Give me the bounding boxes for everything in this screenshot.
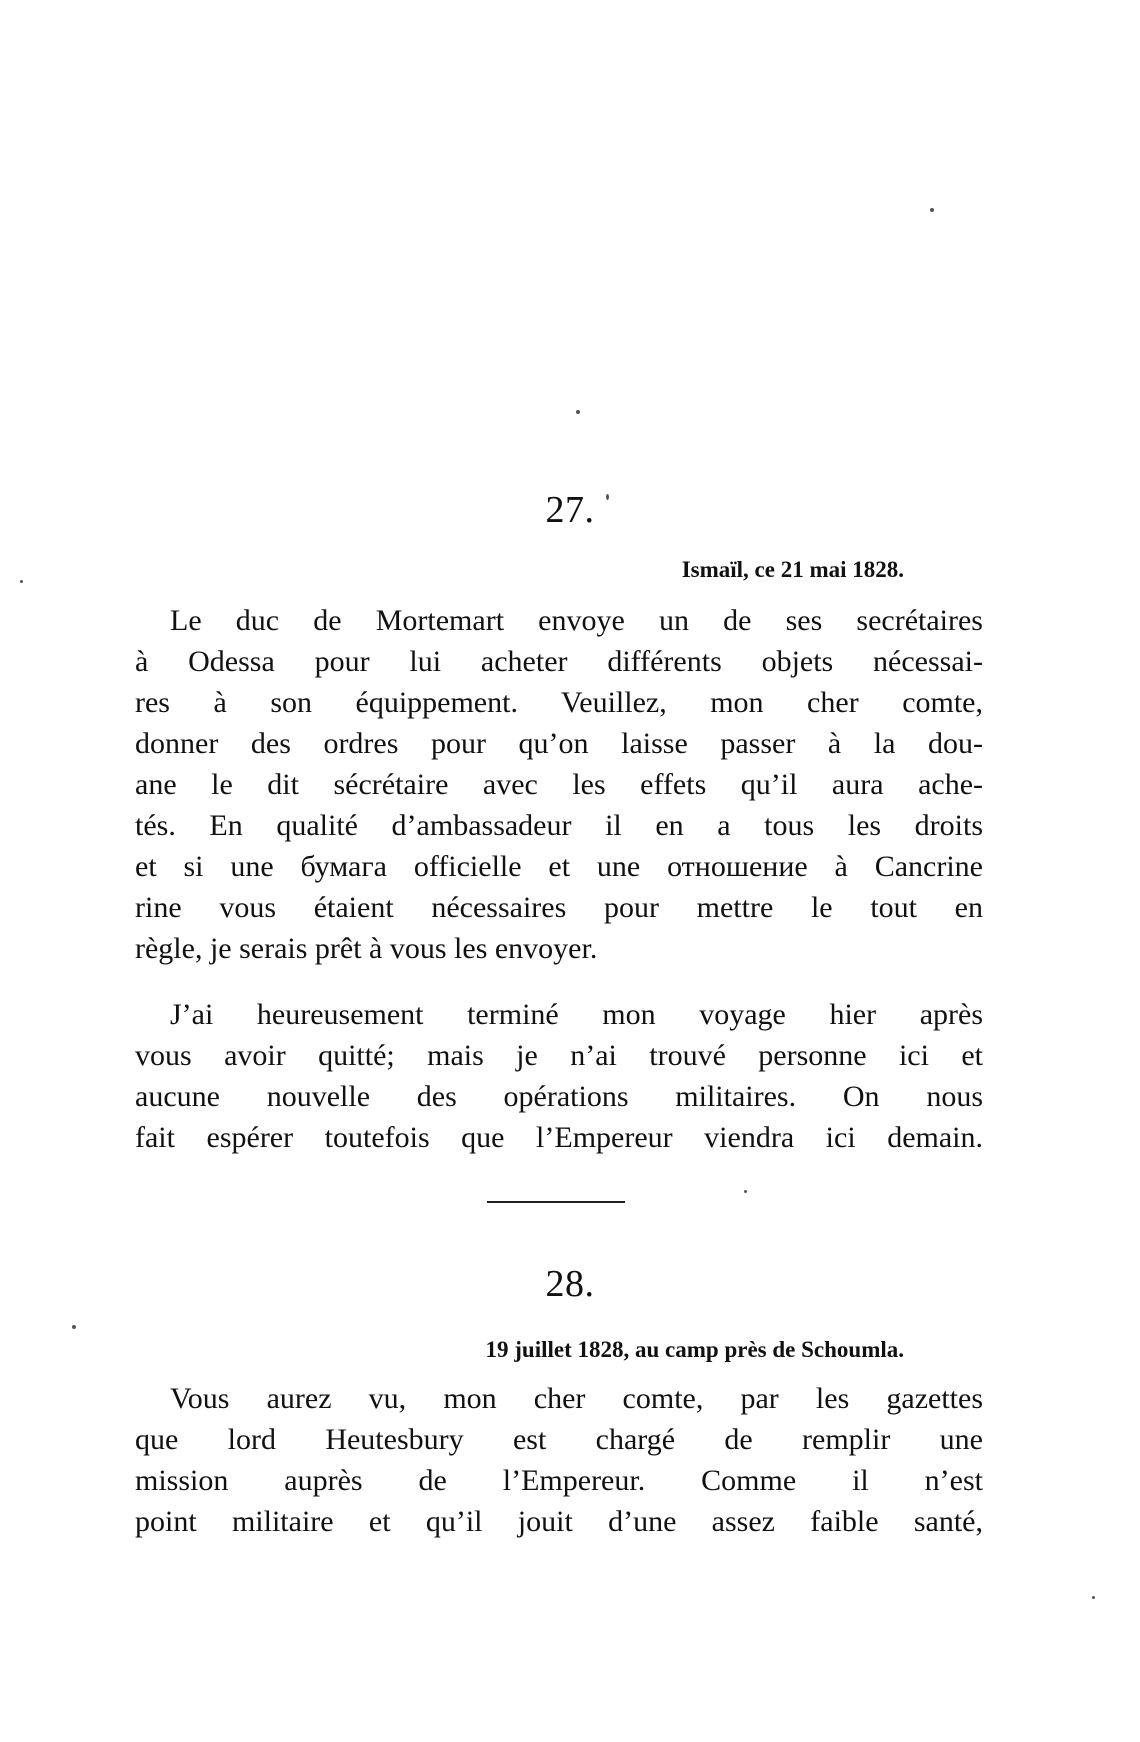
letter-28-line: que lord Heutesbury est chargé de remplir une: [135, 1423, 983, 1456]
letter-28-line: mission auprès de l’Empereur. Comme il n’est: [135, 1464, 983, 1497]
letter-27-line: donner des ordres pour qu’on laisse passer à la dou-: [135, 727, 983, 760]
letter-28-line: point militaire et qu’il jouit d’une assez faible santé,: [135, 1505, 983, 1538]
scan-speck: [20, 580, 23, 583]
letter-27-line: J’ai heureusement terminé mon voyage hier après: [170, 998, 983, 1031]
letter-27-line: Le duc de Mortemart envoye un de ses secrétaires: [170, 604, 983, 637]
letter-27-line: règle, je serais prêt à vous les envoyer.: [135, 932, 598, 965]
letter-27-line: vous avoir quitté; mais je n’ai trouvé personne ici et: [135, 1039, 983, 1072]
scan-speck: [606, 494, 609, 500]
letter-27-line: aucune nouvelle des opérations militaires. On nous: [135, 1080, 983, 1113]
letter-27-line: et si une бумага officielle et une отношение à Cancrine: [135, 850, 983, 883]
letter-28-dateline: 19 juillet 1828, au camp près de Schoumla.: [485, 1337, 904, 1362]
scan-speck: [930, 208, 934, 212]
letter-27-line: rine vous étaient nécessaires pour mettre le tout en: [135, 891, 983, 924]
scan-speck: [72, 1325, 76, 1329]
section-divider: [487, 1201, 625, 1203]
scan-speck: [1092, 1596, 1095, 1599]
letter-27-line: tés. En qualité d’ambassadeur il en a tous les droits: [135, 809, 983, 842]
letter-27-line: ane le dit sécrétaire avec les effets qu’il aura ache-: [135, 768, 983, 801]
letter-28-line: Vous aurez vu, mon cher comte, par les gazettes: [170, 1382, 983, 1415]
letter-27-dateline: Ismaïl, ce 21 mai 1828.: [681, 557, 904, 582]
letter-number-28: 28.: [545, 1263, 595, 1305]
letter-27-line: res à son équippement. Veuillez, mon cher comte,: [135, 686, 983, 719]
scan-speck: [744, 1190, 747, 1193]
scan-speck: [576, 410, 580, 414]
letter-number-27: 27.: [545, 489, 595, 531]
letter-27-line: à Odessa pour lui acheter différents objets nécessai-: [135, 645, 983, 678]
letter-27-line: fait espérer toutefois que l’Empereur viendra ici demain.: [135, 1121, 983, 1154]
